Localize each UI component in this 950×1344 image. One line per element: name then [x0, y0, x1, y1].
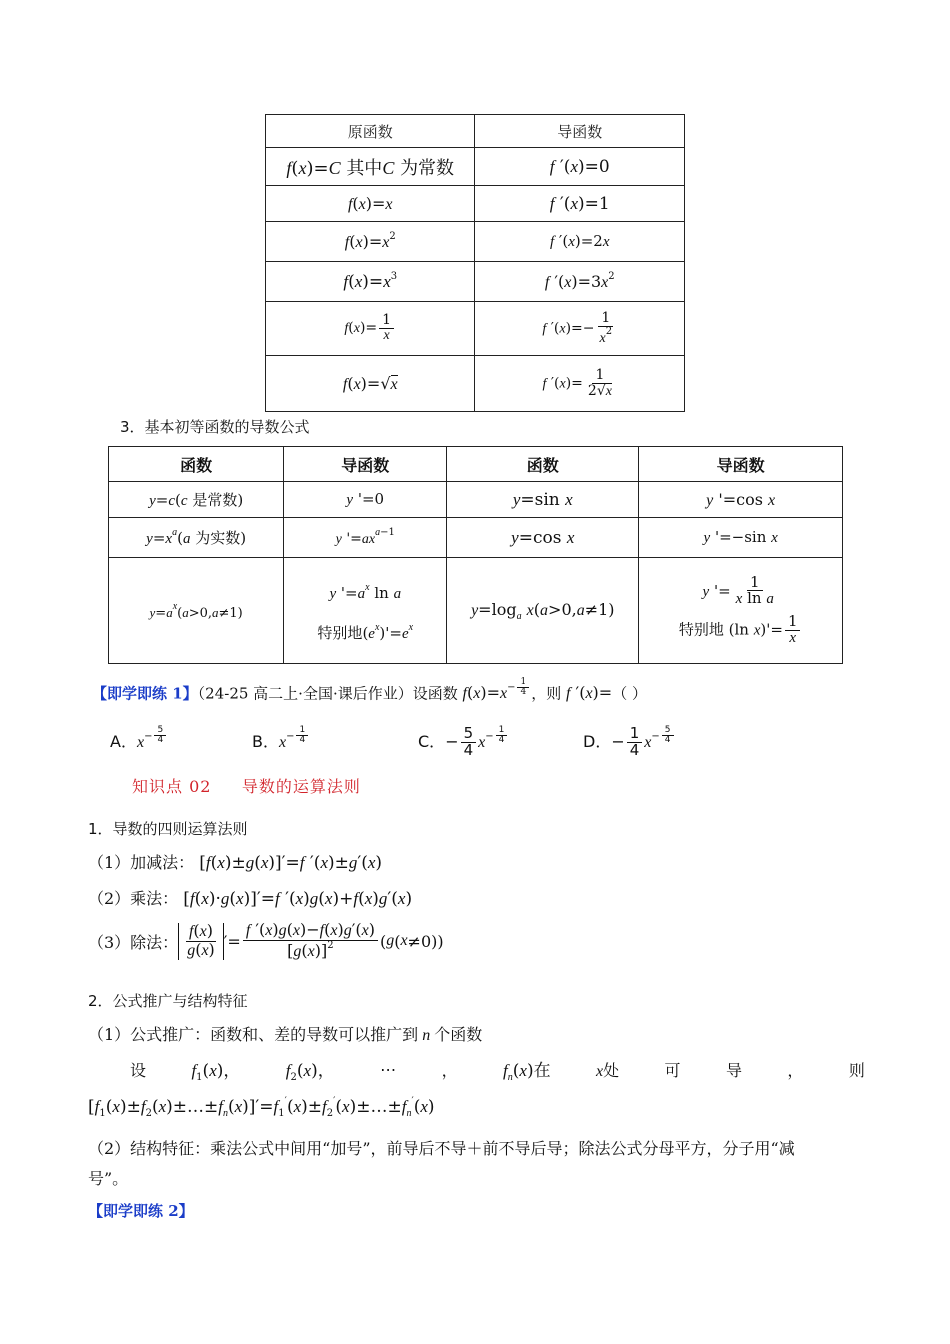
table-cell: $y=x^a(a$ 为实数)	[109, 518, 284, 558]
table-cell: y '$=ax^{a-1}$	[284, 518, 447, 558]
rule-label: （1）加减法：	[88, 853, 195, 872]
table-cell: $y=a^x(a>0,a\ne 1)$	[109, 558, 284, 664]
rules-title-2: 2．公式推广与结构特征	[88, 992, 248, 1010]
rules-title: 1．导数的四则运算法则	[88, 820, 248, 838]
section-title: 3．基本初等函数的导数公式	[120, 418, 310, 436]
rule-label: （2）乘法：	[88, 889, 179, 908]
table-header: 函数	[109, 447, 284, 482]
cell-text: 特别地	[678, 620, 724, 639]
table-cell: $f(x)=x^2$	[266, 222, 475, 262]
structure-feature: （2）结构特征：乘法公式中间用“加号”，前导后不导＋前不导后导；除法公式分母平方，分子用“减	[88, 1139, 795, 1158]
text: 导	[725, 1061, 742, 1080]
table-cell: f ′(x)= $\frac{1}{2√x}$	[475, 356, 685, 412]
cell-text: 为常数	[400, 157, 455, 179]
cell-text: 为实数	[195, 529, 241, 547]
table-cell: y '=−sin x	[639, 518, 843, 558]
table-cell: f(x)=C 其中C 为常数	[266, 148, 475, 186]
rule-div: （3）除法： $\frac{f(x)}{g(x)}$ ′= $\frac{f '(x)g(x)-f(x)g'(x)}{[g(x)]^2}$ ( g ( x ≠0))	[88, 920, 444, 960]
table-cell: y=cos x	[447, 518, 639, 558]
exercise-label: 【即学即练 1】	[92, 684, 198, 703]
exercise-text: ，则	[531, 684, 562, 703]
exercise-1: 【即学即练 1】（24-25 高二上·全国·课后作业）设函数 $f(x)=x^{- \frac{1}{4}}$ ，则 f ′(x)=（ ）	[92, 677, 647, 703]
table-cell: f ′(x)=0	[475, 148, 685, 186]
cell-text: 特别地	[317, 623, 363, 642]
table-cell: f $'(x)=3x^2$	[475, 262, 685, 302]
derivative-table-basic	[265, 114, 685, 412]
table-header: 导函数	[475, 115, 685, 148]
table-cell: f ′(x)=1	[475, 186, 685, 222]
text: 可	[664, 1061, 681, 1080]
option-d[interactable]: D．− $\frac{1}{4}$ $x^{- \frac{5}{4}}$	[583, 726, 676, 759]
table-cell: y=c(c 是常数)	[109, 482, 284, 518]
rule-label: （3）除法：	[88, 932, 179, 952]
option-c[interactable]: C．− $\frac{5}{4}$ $x^{- \frac{1}{4}}$	[418, 726, 509, 759]
table-cell: $f(x)=x^3$	[266, 262, 475, 302]
option-label: D．	[583, 731, 612, 751]
option-label: A．	[110, 731, 137, 751]
text: 处	[603, 1061, 620, 1080]
rule-mul: （2）乘法： [f(x)·g(x)]′=f ′(x)g(x)+f(x)g′(x)	[88, 889, 413, 909]
table-cell: y '= $\frac{1}{\text{x ln a}}$ 特别地 (ln x)'= $\frac{1}{x}$	[639, 558, 843, 664]
option-label: C．	[418, 731, 446, 751]
text: 在	[533, 1061, 551, 1081]
answer-blank: （ ）	[612, 684, 647, 703]
table-header: 原函数	[266, 115, 475, 148]
option-label: B．	[252, 731, 279, 751]
table-cell: $y=\log_a$ x(a>0,a≠1)	[447, 558, 639, 664]
structure-feature-cont: 号”。	[88, 1169, 129, 1188]
rule-add: （1）加减法： [f(x)±g(x)]′=f ′(x)±g′(x)	[88, 853, 383, 873]
table-header: 导函数	[284, 447, 447, 482]
table-cell: f ′(x)=2x	[475, 222, 685, 262]
cell-text: 是常数	[192, 491, 238, 509]
table-cell: y '=cos x	[639, 482, 843, 518]
generalization-formula: $[f_1(x)\pm f_2(x)\pm\dots\pm f_n(x)]'=f_1'(x)\pm f_2'(x)\pm\dots\pm f_n'(x)$	[88, 1096, 435, 1119]
table-cell: f ′(x)=− $\frac{1}{x^2}$	[475, 302, 685, 356]
option-a[interactable]: A．$x^{- \frac{5}{4}}$	[110, 726, 168, 752]
exercise-2-label: 【即学即练 2】	[88, 1202, 194, 1220]
exercise-source: （24-25 高二上·全国·课后作业）设函数	[197, 684, 458, 703]
cell-text: 其中	[346, 157, 383, 179]
table-cell: f(x)=√x	[266, 356, 475, 412]
generalization-line: 设 $f_1(x)$， $f_2(x)$， ⋯ ， $f_n(x)$在 x处 可 导 ， 则	[130, 1060, 865, 1083]
text: 设	[130, 1061, 147, 1080]
table-cell: y '=0	[284, 482, 447, 518]
text: 则	[848, 1061, 865, 1080]
table-header: 函数	[447, 447, 639, 482]
text: （1）公式推广：函数和、差的导数可以推广到	[88, 1025, 419, 1044]
table-cell: y=sin x	[447, 482, 639, 518]
option-b[interactable]: B．$x^{- \frac{1}{4}}$	[252, 726, 310, 752]
text: 个函数	[434, 1025, 483, 1044]
table-cell: f(x)= $\frac{1}{x}$	[266, 302, 475, 356]
knowledge-point-title: 知识点 02 导数的运算法则	[132, 777, 361, 796]
generalization: （1）公式推广：函数和、差的导数可以推广到 n 个函数	[88, 1025, 483, 1044]
table-header: 导函数	[639, 447, 843, 482]
table-cell: f(x)=x	[266, 186, 475, 222]
table-cell: y '$=a^x$ ln a 特别地$(e^x)'=e^x$	[284, 558, 447, 664]
elementary-derivative-table	[108, 446, 843, 664]
